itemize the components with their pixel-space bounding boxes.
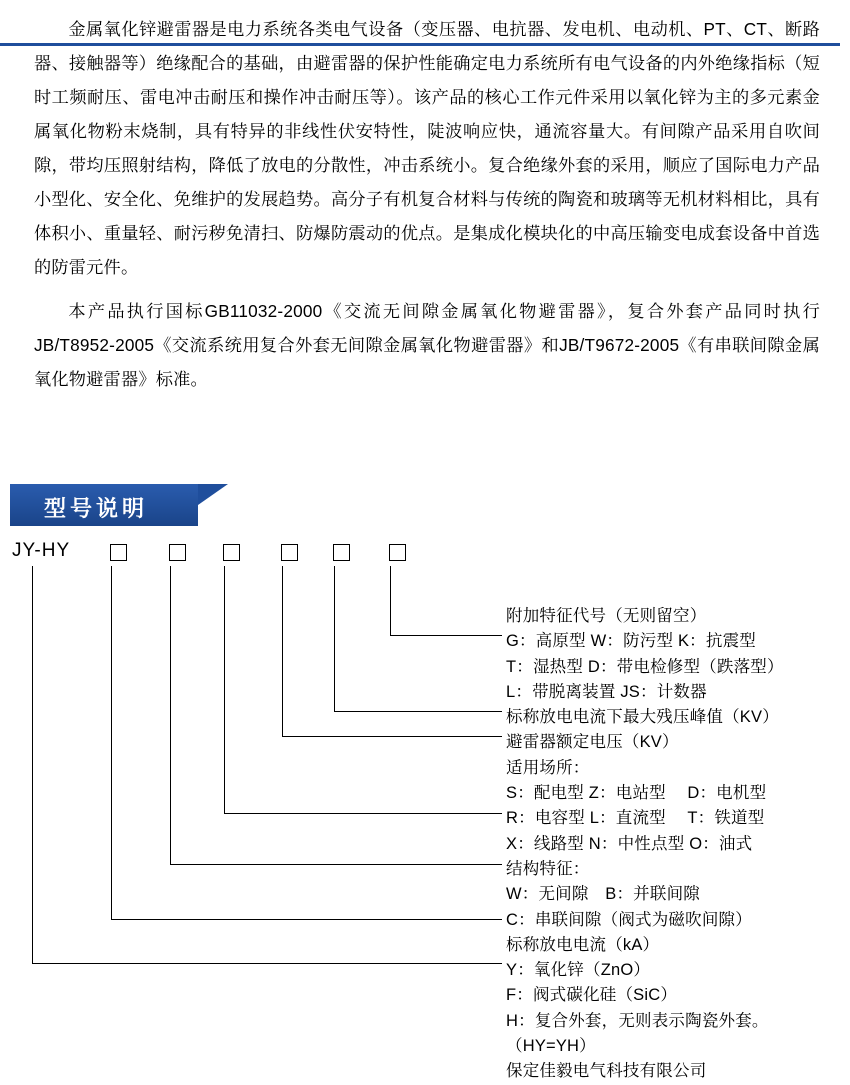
legend-line-13: C：串联间隙（阀式为磁吹间隙） [506,910,752,929]
leader-line-prefix-horizontal [32,963,502,964]
leader-line-prefix-vertical [32,566,33,963]
leader-line-4-vertical [282,566,283,736]
leader-line-6-vertical [390,566,391,635]
leader-line-3-horizontal [224,813,502,814]
leader-line-4-horizontal [282,736,502,737]
model-code-row [12,540,432,566]
model-code-prefix: JY-HY [12,540,71,561]
leader-line-1-horizontal [111,919,502,920]
legend-line-16: F：阀式碳化硅（SiC） [506,986,678,1005]
legend-line-6: 避雷器额定电压（KV） [506,733,679,752]
model-code-box-3 [223,544,240,561]
section-banner [10,484,228,526]
legend-line-14: 标称放电电流（kA） [506,935,660,954]
legend-block [506,604,850,1085]
legend-line-8: S：配电型 Z：电站型 D：电机型 [506,784,767,803]
leader-line-2-vertical [170,566,171,864]
leader-line-6-horizontal [390,635,502,636]
banner-arrow-shape [198,484,228,526]
leader-line-5-horizontal [334,711,502,712]
model-code-box-4 [281,544,298,561]
leader-line-1-vertical [111,566,112,919]
legend-line-12: W：无间隙 B：并联间隙 [506,885,700,904]
legend-line-5: 标称放电电流下最大残压峰值（KV） [506,708,779,727]
paragraph-2: 本产品执行国标GB11032-2000《交流无间隙金属氧化物避雷器》，复合外套产品同时执行JB/T8952-2005《交流系统用复合外套无间隙金属氧化物避雷器》和JB/T9672-2005《有串联间隙金属氧化物避雷器》标准。 [34,301,820,389]
legend-line-15: Y：氧化锌（ZnO） [506,961,651,980]
legend-line-7: 适用场所： [506,758,590,777]
legend-line-10: X：线路型 N：中性点型 O：油式 [506,834,753,853]
model-code-box-1 [110,544,127,561]
legend-line-9: R：电容型 L：直流型 T：铁道型 [506,809,765,828]
leader-line-2-horizontal [170,864,502,865]
legend-line-2: G：高原型 W：防污型 K：抗震型 [506,632,756,651]
legend-line-17: H：复合外套，无则表示陶瓷外套。 [506,1011,769,1030]
leader-line-3-vertical [224,566,225,813]
legend-line-19-company: 保定佳毅电气科技有限公司 [506,1062,707,1081]
banner-underline [0,43,840,46]
leader-line-5-vertical [334,566,335,711]
legend-line-3: T：湿热型 D：带电检修型（跌落型） [506,657,784,676]
paragraph-1: 金属氧化锌避雷器是电力系统各类电气设备（变压器、电抗器、发电机、电动机、PT、CT、断路器、接触器等）绝缘配合的基础，由避雷器的保护性能确定电力系统所有电气设备的内外绝缘指标（短时工频耐压、雷电冲击耐压和操作冲击耐压等）。该产品的核心工作元件采用以氧化锌为主的多元素金属氧化物粉末烧制，具有特异的非线性伏安特性，陡波响应快，通流容量大。有间隙产品采用自吹间隙，带均压照射结构，降低了放电的分散性，冲击系统小。复合绝缘外套的采用，顺应了国际电力产品小型化、安全化、免维护的发展趋势。高分子有机复合材料与传统的陶瓷和玻璃等无机材料相比，具有体积小、重量轻、耐污秽免清扫、防爆防震动的优点。是集成化模块化的中高压输变电成套设备中首选的防雷元件。 [34,19,820,277]
intro-text-block [34,12,820,402]
model-code-box-2 [169,544,186,561]
legend-line-4: L：带脱离装置 JS：计数器 [506,682,707,701]
legend-line-11: 结构特征： [506,859,590,878]
legend-line-18: （HY=YH） [506,1037,596,1056]
section-title: 型号说明 [44,496,149,521]
model-code-box-5 [333,544,350,561]
legend-line-1: 附加特征代号（无则留空） [506,607,707,625]
model-code-box-6 [389,544,406,561]
